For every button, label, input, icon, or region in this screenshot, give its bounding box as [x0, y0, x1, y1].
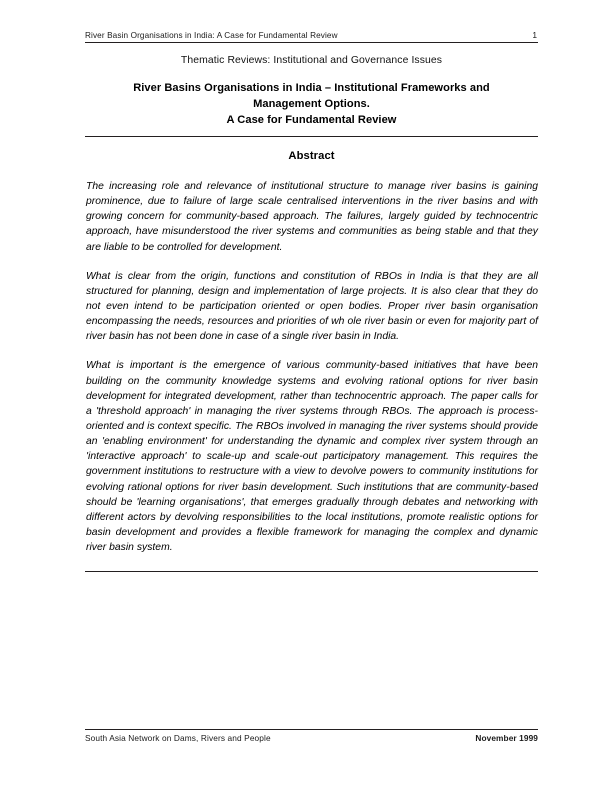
abstract-body — [86, 179, 538, 555]
title-divider — [85, 136, 538, 137]
footer-organisation: South Asia Network on Dams, Rivers and People — [85, 732, 271, 743]
running-header-title: River Basin Organisations in India: A Case for Fundamental Review — [85, 30, 338, 40]
series-subtitle: Thematic Reviews: Institutional and Governance Issues — [180, 55, 443, 66]
page-title — [85, 81, 538, 128]
running-header — [85, 30, 538, 43]
page-title-line-2: Management Options. — [253, 97, 370, 110]
abstract-paragraph: The increasing role and relevance of institutional structure to manage river basins is gaining prominence, due to failure of large scale centralised interventions in the river basins and with growing concern for community-based approach. The failures, largely guided by technocentric approach, have misunderstood the river systems and communities as being stable and that they are liable to be controlled for development. — [86, 181, 538, 253]
running-footer — [85, 729, 538, 743]
abstract-paragraph: What is clear from the origin, functions and constitution of RBOs in India is that they are all structured for planning, design and implementation of large projects. It is also clear that they do not even intend to be participation oriented or open bodies. Proper river basin organisation encompassing the needs, resources and priorities of wh ole river basin or even for majority part of river basin has not been done in case of a single river basin in India. — [86, 270, 538, 343]
page-number: 1 — [532, 30, 537, 40]
abstract-paragraph: What is important is the emergence of various community-based initiatives that have been building on the community knowledge systems and evolving rational options for river basin development for integrated development, rather than technocentric approach. The paper calls for a 'threshold approach' in managing the river systems through RBOs. The approach is process-oriented and is context specific. The RBOs involved in managing the river systems should provide an 'enabling environment' for understanding the dynamic and complex river system through an 'interactive approach' to scale-up and scale-out participatory management. This requires the government institutions to restructure with a view to devolve powers to community institutions for evolving rational options for river basin development. Such institutions that are community-based should be 'learning organisations', that emerges gradually through debates and networking with different actors by devolving responsibilities to the local institutions, promote realistic options for basin development and provides a flexible framework for managing the complex and dynamic river basin system. — [86, 360, 538, 554]
abstract-heading: Abstract — [288, 150, 335, 162]
abstract-divider — [85, 571, 538, 572]
page-title-line-1: River Basins Organisations in India – Institutional Frameworks and — [133, 82, 490, 94]
footer-date: November 1999 — [475, 732, 538, 743]
page-title-line-3: A Case for Fundamental Review — [226, 113, 397, 126]
